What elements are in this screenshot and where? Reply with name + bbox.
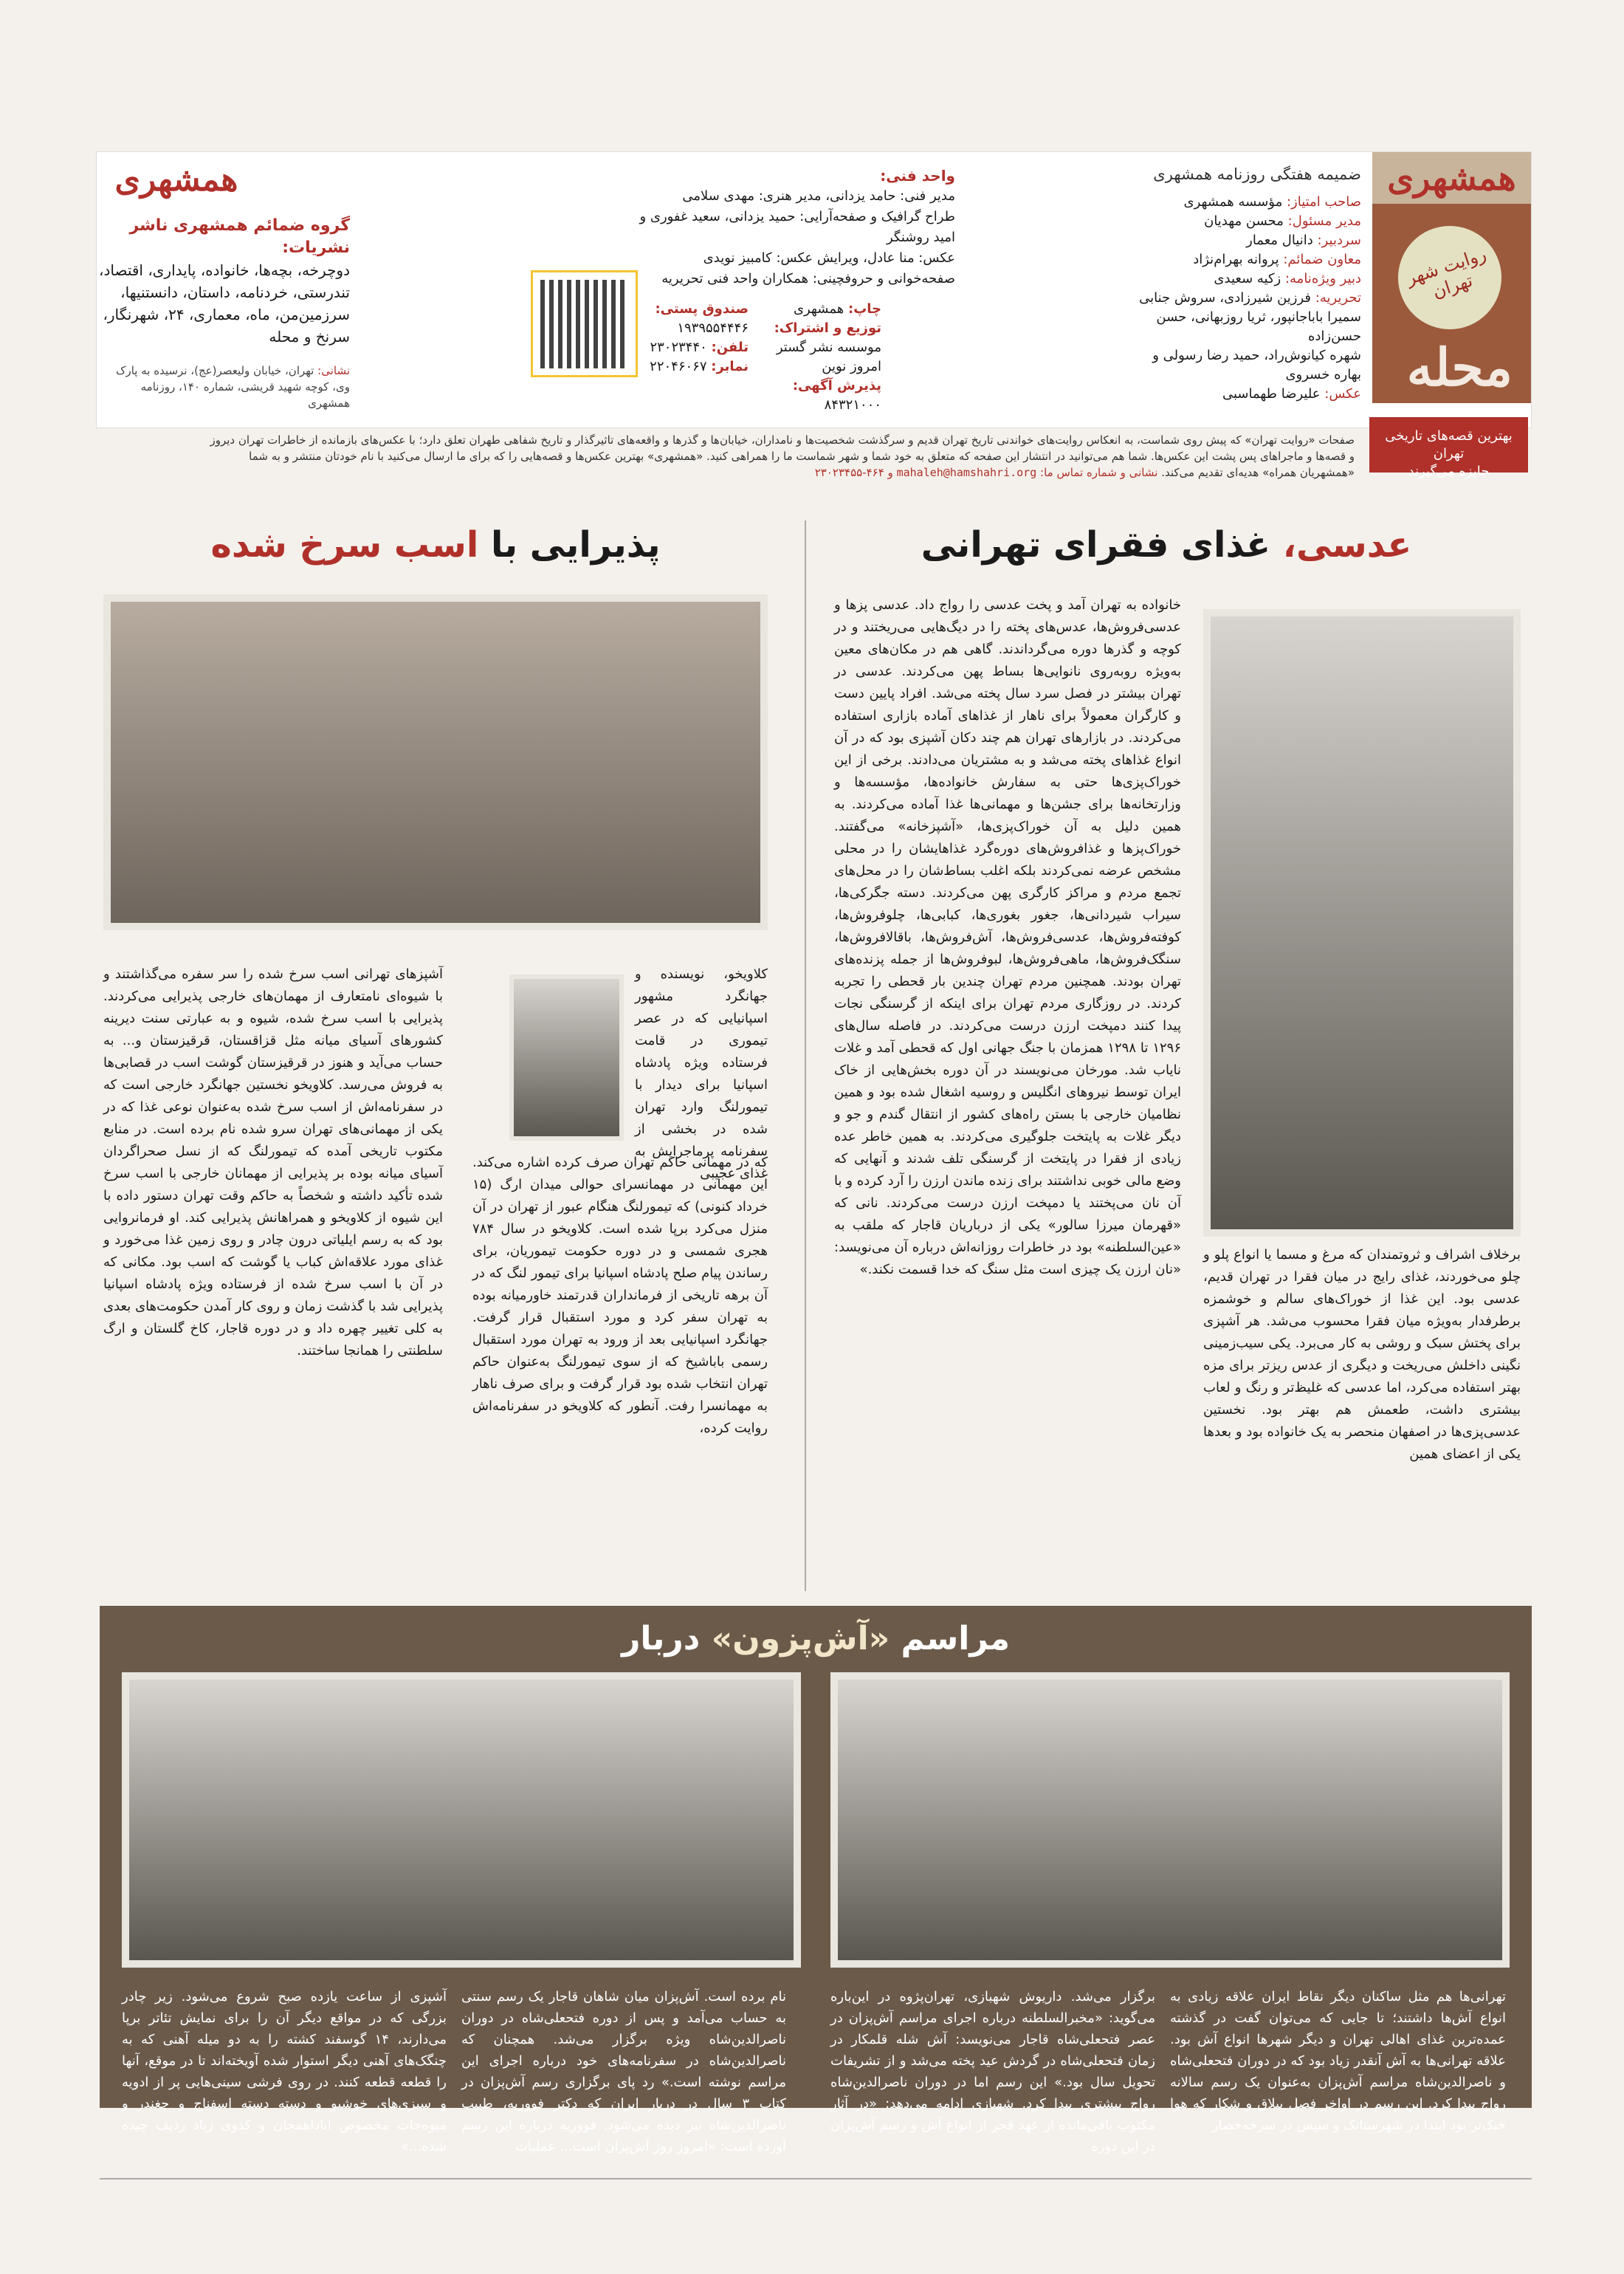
tech-line: مدیر فنی: حامد یزدانی، مدیر هنری: مهدی سلامی bbox=[682, 188, 955, 204]
notice-email-link[interactable]: mahaleh@hamshahri.org bbox=[896, 466, 1037, 479]
article-title-horse bbox=[103, 524, 768, 566]
masthead-subtitle: ضمیمه هفتگی روزنامه همشهری bbox=[1153, 165, 1361, 183]
staff-key: دبیر ویژه‌نامه: bbox=[1284, 271, 1361, 286]
ads-value: ۸۴۳۲۱۰۰۰ bbox=[824, 397, 881, 413]
staff-key: مدیر مسئول: bbox=[1287, 213, 1361, 229]
title-highlight: «آش‌پزون» bbox=[711, 1620, 890, 1658]
staff-key: عکس: bbox=[1324, 386, 1361, 402]
photo-cauldrons bbox=[830, 1672, 1510, 1968]
staff-value: دانیال معمار bbox=[1246, 233, 1313, 248]
staff-line bbox=[1125, 269, 1361, 289]
notice-phone: و ۴۶۴-۲۳۰۲۳۴۵۵ bbox=[814, 466, 893, 479]
article-title-adasi bbox=[834, 524, 1499, 566]
staff-line bbox=[1125, 212, 1361, 231]
staff-key: صاحب امتیاز: bbox=[1286, 194, 1361, 210]
distribution-heading: توزیع و اشتراک: bbox=[774, 320, 881, 336]
article-column: برخلاف اشراف و ثروتمندان که مرغ و مسما یا انواع پلو و چلو می‌خوردند، غذای رایج در میان فقرا در تهران قدیم، عدسی بود. این غذا از خوراک‌های سالم و خوشمزه برطرفدار به‌ویژه میان فقرا محسوب می‌شد. هر آشپزی برای پختش سبک و روشی به کار می‌برد. یکی سیب‌زمینی نگینی داخلش می‌ریخت و دیگری از عدس ریزتر برای مزه بهتر استفاده می‌کرد، اما عدسی که غلیظ‌تر و رنگ و لعاب بیشتری داشت، طعمش هم بهتر بود. نخستین عدسی‌پزی‌ها در اصفهان منحصر به یک خانواده بود و بعدها یکی از اعضای همین bbox=[1203, 1247, 1521, 1462]
tech-line: طراح گرافیک و صفحه‌آرایی: حمید یزدانی، سعید غفوری و امید روشنگر bbox=[639, 209, 955, 245]
distribution-value: موسسه نشر گستر امروز نوین bbox=[776, 340, 881, 374]
staff-line bbox=[1125, 231, 1361, 250]
title-part: دربار bbox=[622, 1620, 701, 1658]
staff-value: مؤسسه همشهری bbox=[1183, 194, 1283, 210]
fax: ۲۲۰۴۶۰۶۷ bbox=[650, 359, 707, 374]
publisher-address bbox=[99, 363, 350, 411]
phone-label: تلفن: bbox=[711, 340, 749, 355]
staff-value: سمیرا باباجانپور، ثریا روزبهانی، حسن حسن‌زاده bbox=[1156, 309, 1361, 344]
notice-contact-label: نشانی و شماره تماس ما: bbox=[1040, 466, 1158, 479]
staff-value: زکیه سعیدی bbox=[1214, 271, 1281, 286]
article-column: برگزار می‌شد. داریوش شهبازی، تهران‌پژوه در این‌باره می‌گوید: «مخبرالسلطنه درباره اجرای مراسم آش‌پزان در عصر فتحعلی‌شاه قاجار می‌نویسد: آش شله قلمکار در زمان فتحعلی‌شاه در گردش عید پخته می‌شد و از تشریفات تحویل سال بود.» این رسم اما در دوران ناصرالدین‌شاه رواج بیشتری پیدا کرد. شهبازی ادامه می‌دهد: «در آثار مکتوب باقی‌مانده از عهد قجر از انواع آش و رسم آش‌پزان در این دوره bbox=[830, 1989, 1155, 2154]
staff-key: سردبیر: bbox=[1317, 233, 1361, 248]
address-label: نشانی: bbox=[317, 364, 350, 377]
title-part: مراسم bbox=[901, 1620, 1010, 1658]
address-text: تهران، خیابان ولیعصر(عج)، نرسیده به پارک وی، کوچه شهید قریشی، شماره ۱۴۰، روزنامه همشهری bbox=[116, 364, 350, 410]
staff-value: پروانه بهرام‌نژاد bbox=[1193, 252, 1279, 267]
logo-title: همشهری bbox=[1372, 152, 1531, 204]
ads-heading: پذیرش آگهی: bbox=[792, 378, 881, 394]
publisher-info bbox=[99, 215, 350, 348]
post-box: ۱۹۳۹۵۵۴۴۴۶ bbox=[677, 320, 749, 336]
staff-value: شهره کیانوش‌راد، حمید رضا رسولی و بهاره خسروی bbox=[1152, 348, 1361, 382]
logo-glyph: محله bbox=[1406, 337, 1513, 398]
page-bottom-rule bbox=[100, 2178, 1532, 2179]
staff-line bbox=[1125, 308, 1361, 346]
qr-pattern bbox=[540, 280, 629, 368]
article-column: نام برده است. آش‌پزان میان شاهان قاجار یک رسم سنتی به حساب می‌آمد و پس از دوره فتحعلی‌شاه در دوران ناصرالدین‌شاه ویژه برگزار می‌شد. همچنان که ناصرالدین‌شاه در سفرنامه‌های خود درباره اجرای این مراسم نوشته است.» رد پای برگزاری رسم آش‌پزان در کتاب ۳ سال در دربار ایران که دکتر فووریه، طبیب ناصرالدین‌شاه نیز دیده می‌شود. فووریه درباره این رسم آورده است: «امروز روز آش‌پزان است... عملیات bbox=[461, 1989, 786, 2154]
article-column: آشپزی از ساعت یازده صبح شروع می‌شود. زیر چادر بزرگی که در مواقع دیگر آن را برای نمایش تئاتر برپا می‌دارند، ۱۴ گوسفند کشته را به دو میله آهنی که به چنگک‌های آهنی دیگر استوار شده آویخته‌اند تا در موقع، آنها را قطعه قطعه کنند. در روی فرشی سینی‌هایی پر از ادویه و سبزی‌های خوشبو و دسته دسته اسفناج و چغندر و میوه‌جات مخصوص اباداهمجان و کدوی زیاد ردیف چیده شده...» bbox=[122, 1989, 447, 2154]
article-column: کلاویخو، نویسنده و جهانگرد مشهور اسپانیایی که در عصر تیموری در قامت فرستاده ویژه پادشاه اسپانیا برای دیدار با تیمورلنگ وارد تهران شده در بخشی از سفرنامه پرماجرایش به غذای عجیبی bbox=[635, 966, 768, 1181]
publisher-list: دوچرخه، بچه‌ها، خانواده، پایداری، اقتصاد، تندرستی، خردنامه، داستان، دانستنیها، سرزمین‌من، ماه، معماری، ۲۴، شهرنگار، سرنخ و محله bbox=[99, 261, 350, 346]
print-value: همشهری bbox=[793, 301, 844, 317]
fax-label: نمابر: bbox=[711, 359, 749, 374]
award-banner bbox=[1369, 417, 1528, 479]
photo-ark-gate bbox=[103, 594, 768, 930]
contact-info bbox=[638, 300, 749, 377]
award-line: جایزه می‌گیرند bbox=[1408, 464, 1490, 479]
staff-line bbox=[1125, 385, 1361, 404]
staff-key: تحریریه: bbox=[1315, 290, 1361, 306]
article-column: که در مهمانی حاکم تهران صرف کرده اشاره می‌کند. این مهمانی در مهمانسرای حوالی میدان ارگ (۱۵ خرداد کنونی) که تیمورلنگ هنگام عبور از تهران در آن منزل می‌کرد برپا شده است. کلاویخو در سال ۷۸۴ هجری شمسی و در دوره حکومت تیموریان، برای رساندن پیام صلح پادشاه اسپانیا برای تیمور لنگ که در آن برهه تاریخی از فرمانداران قدرتمند خاورمیانه بوده به تهران سفر کرد و مورد استقبال قرار گرفت. جهانگرد اسپانیایی بعد از ورود به تهران مورد استقبال رسمی باباشیخ که از سوی تیمورلنگ به‌عنوان حاکم تهران انتخاب شده بود قرار گرفت و برای صرف ناهار به مهمانسرا رفت. آنطور که کلاویخو در سفرنامه‌اش روایت کرده، bbox=[472, 1155, 768, 1436]
photo-adasi-vendor bbox=[1203, 609, 1521, 1237]
article-title-ashpazoon bbox=[100, 1610, 1532, 1669]
staff-list bbox=[1125, 193, 1361, 404]
publisher-group: گروه ضمائم همشهری ناشر نشریات: bbox=[129, 216, 350, 257]
staff-value: محسن مهدیان bbox=[1204, 213, 1284, 229]
staff-line bbox=[1125, 193, 1361, 212]
staff-value: فرزین شیرزادی، سروش جنابی bbox=[1139, 290, 1312, 306]
title-highlight: اسب سرخ شده bbox=[210, 524, 479, 566]
staff-key: معاون ضمائم: bbox=[1283, 252, 1361, 267]
phone: ۲۳۰۲۳۴۴۰ bbox=[650, 340, 707, 355]
tech-heading: واحد فنی: bbox=[880, 167, 955, 185]
qr-code[interactable] bbox=[531, 270, 638, 377]
article-column: آشپزهای تهرانی اسب سرخ شده را سر سفره می‌گذاشتند و با شیوه‌ای نامتعارف از مهمان‌های خارجی پذیرایی می‌کردند. پذیرایی با اسب سرخ شده، شیوه و به عبارتی سنت دیرینه کشورهای آسیای میانه مثل قزاقستان، قرقیزستان و... به حساب می‌آید و هنوز در قرقیزستان گوشت اسب در قصابی‌ها به فروش می‌رسد. کلاویخو نخستین جهانگرد خارجی است که در سفرنامه‌اش از اسب سرخ شده به‌عنوان نوعی غذا که در یکی از مهمانی‌های تهران سرو شده نام برده است. در منابع مکتوب تاریخی آمده که تیمورلنگ که از نسل صحراگردان آسیای میانه بوده بر پذیرایی از مهمانان خارجی با اسب سرخ شده تأکید داشته و شخصاً به حاکم وقت تهران دستور داده با این شیوه از کلاویخو و همراهانش پذیرایی کند. او فرمانروایی بود که به رسم ایلیاتی درون چادر و روی زمین غذا می‌خورد و غذای مورد علاقه‌اش کباب یا گوشت که اسب بود. مکانی که در آن با اسب سرخ شده از فرستاده ویژه پادشاه اسپانیا پذیرایی شد با گذشت زمان و روی کار آمدن حکومت‌های بعدی به کلی تغییر چهره داد و در دوره قاجار، کاخ گلستان و ارگ سلطنتی را همانجا ساختند. bbox=[103, 966, 443, 1358]
tech-unit bbox=[630, 165, 955, 289]
photo-court-feast bbox=[122, 1672, 801, 1968]
print-heading: چاپ: bbox=[847, 301, 881, 317]
mahale-logo bbox=[1372, 152, 1531, 403]
portrait-clavijo bbox=[509, 975, 624, 1141]
staff-line bbox=[1125, 250, 1361, 269]
logo-emblem: روایت شهر تهران bbox=[1385, 213, 1515, 343]
title-rest: غذای فقرای تهرانی bbox=[921, 524, 1271, 566]
tech-line: عکس: منا عادل، ویرایش عکس: کامبیز نویدی bbox=[703, 250, 955, 266]
staff-line bbox=[1125, 346, 1361, 385]
post-heading: صندوق پستی: bbox=[655, 301, 749, 317]
tech-line: صفحه‌خوانی و حروفچینی: همکاران واحد فنی تحریریه bbox=[661, 271, 955, 286]
column-divider bbox=[805, 521, 806, 1591]
article-column: تهرانی‌ها هم مثل ساکنان دیگر نقاط ایران علاقه زیادی به انواع آش‌ها داشتند؛ تا جایی که می‌توان گفت در گذشته عمده‌ترین غذای اهالی تهران و دیگر شهرها انواع آش بود. علاقه تهرانی‌ها به آش آنقدر زیاد بود که در دوران فتحعلی‌شاه و ناصرالدین‌شاه مراسم آش‌پزان به‌عنوان یک رسم سالانه رواج پیدا کرد. این رسم در اواخر فصل ییلاق و شکار که هوا خنک‌تر بود ابتدا در شهرستانک و سپس در سرخه‌حصار bbox=[1170, 1989, 1506, 2133]
article-column: خانواده به تهران آمد و پخت عدسی را رواج داد. عدسی پزها و عدسی‌فروش‌ها، عدس‌های پخته را در دیگ‌هایی می‌ریختند و در کوچه و گذرها دوره می‌گرداندند. گاهی هم در مکان‌های معین به‌ویژه روبه‌روی نانوایی‌ها بساط پهن می‌کردند. عدسی در تهران بیشتر در فصل سرد سال پخته می‌شد. افراد پایین دست و کارگران معمولاً برای ناهار از غذاهای آماده بازاری استفاده می‌کردند. در بازارهای تهران هم چند دکان آشپزی بود که در آن انواع غذاهای پخته می‌شد و به مشتریان می‌دادند. برخی از این خوراک‌پزی‌ها حتی به سفارش خانواده‌ها، مؤسسه‌ها و وزارتخانه‌ها برای جشن‌ها و مهمانی‌ها غذا آماده می‌کردند. به همین دلیل به آن خوراک‌پزی‌ها، «آشپزخانه» می‌گفتند. خوراک‌پزها و غذافروش‌های دوره‌گرد غذاهایشان را در محلی مشخص عرضه نمی‌کردند بلکه اغلب بساط‌شان را در محل‌های تجمع مردم و مراکز کارگری پهن می‌کردند. دسته جگرکی‌ها، سیراب شیردانی‌ها، جغور بغوری‌ها، کبابی‌ها، چلوفروش‌ها، کوفته‌فروش‌ها، عدسی‌فروش‌ها، آش‌فروش‌ها، باقالافروش‌ها، سنگک‌فروش‌ها، ماهی‌فروش‌ها، لبوفروش‌ها از جمله پزنده‌های تهران بودند. همچنین مردم تهران چندین بار قحطی را تجربه کردند. در روزگاری مردم تهران برای اینکه از گرسنگی نجات پیدا کنند دمپخت ارزن درست می‌کردند. در فاصله سال‌های ۱۲۹۶ تا ۱۲۹۸ همزمان با جنگ جهانی اول که قحطی آمد و غلات نایاب شد. مورخان می‌نویسند در آن دوره بخش‌هایی از خاک ایران توسط نیروهای انگلیس و روسیه اشغال شده بود و همین نظامیان خارجی با بستن راه‌های کشور از انتقال گندم و جو و دیگر غلات به پایتخت جلوگیری می‌کردند. به همین خاطر عده زیادی از فقرا در پایتخت از گرسنگی تلف شدند و آنهایی که وضع مالی خوبی نداشتند برای زنده ماندن ارزن را آرد کرده و با آن نان می‌پختند یا دمپخت ارزن درست می‌کردند. نانی که «قهرمان میرزا سالور» یکی از درباریان قاجار که ملقب به «عین‌السلطنه» بود در خاطرات روزانه‌اش درباره آن می‌نویسد: «نان ارزن یک چیزی است مثل سنگ که خدا قسمت نکند.» bbox=[834, 597, 1182, 1277]
notice-text: صفحات «روایت تهران» که پیش روی شماست، به انعکاس روایت‌های خواندنی تاریخ تهران قدیم و سرگذشت شخصیت‌ها و نامداران، خیابان‌ها و گذرها و واقعه‌های تاثیرگذار و تاریخ شفاهی طهران تعلق دارد؛ با عکس‌های بازمانده از خاطرات تهران دیروز و قصه‌ها و ماجراهای پس پشت این عکس‌ها. شما هم می‌توانید در انتشار این صفحه که متعلق به خود شما و شهر شماست ما را همراهی کنید. «همشهری» بهترین عکس‌ها و قصه‌هایی را که برای ما ارسال می‌کنید با نام خودتان منتشر و به شما «همشهریان همراه» هدیه‌ای تقدیم می‌کند. bbox=[210, 433, 1355, 479]
hamshahri-logo: همشهری bbox=[114, 161, 238, 199]
print-info bbox=[756, 300, 881, 415]
staff-line bbox=[1125, 289, 1361, 308]
submission-notice bbox=[203, 432, 1355, 481]
title-highlight: عدسی، bbox=[1270, 524, 1412, 566]
staff-value: علیرضا طهماسبی bbox=[1222, 386, 1321, 402]
masthead bbox=[96, 151, 1532, 428]
title-rest: پذیرایی با bbox=[478, 524, 661, 566]
award-line: بهترین قصه‌های تاریخی تهران bbox=[1385, 428, 1513, 461]
